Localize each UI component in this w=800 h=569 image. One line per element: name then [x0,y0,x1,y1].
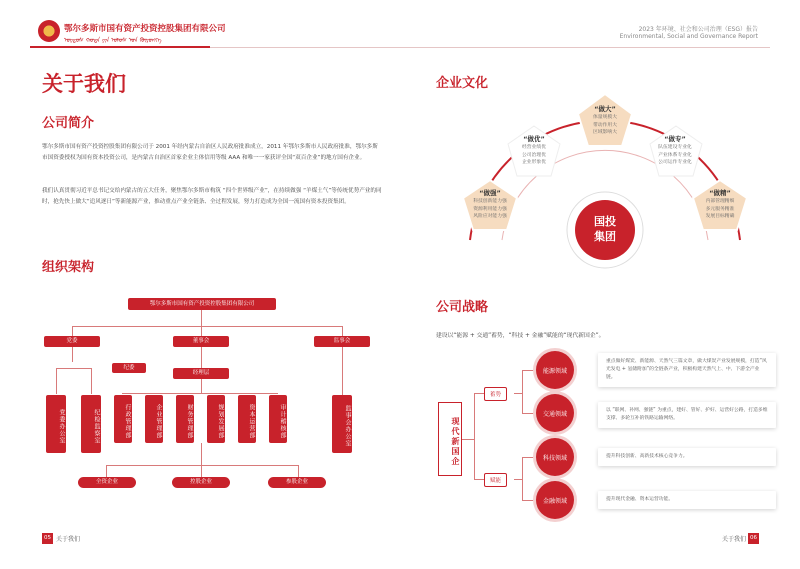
pillar-stronger [463,188,517,221]
pillar-line: 区域影响大 [593,130,617,135]
report-title-cn: 2023 年环境、社会和公司治理（ESG）报告 [638,26,758,33]
pillar-line: 企业形象优 [522,160,546,165]
intro-heading: 公司简介 [42,116,95,131]
pillar-better [510,134,558,167]
pillar-title: “做优” [523,135,545,143]
org-management: 经理层 [173,368,229,379]
org-board: 董事会 [173,336,229,347]
page-title: 关于我们 [42,72,126,96]
pillar-line: 带动作用大 [593,122,617,128]
org-dept: 规划发展部 [207,395,225,443]
company-name-mongolian: ᠣᠷᠳᠣᠰ ᠬᠣᠲᠠ ᠶᠢᠨ ᠤᠯᠤᠰ ᠤᠨ ᠬᠥᠷᠥᠩᠭᠡ [64,37,162,44]
report-title-en: Environmental, Social and Governance Report [619,33,758,40]
tag-empower: 赋能 [484,473,507,487]
pillar-line: 产业体系专业化 [658,152,692,158]
org-party-office: 党委办公室 [46,395,66,453]
field-energy-desc: 重点做好煤炭、新能源、天然气三篇文章，做大煤炭产业发展规模，打造“风光发电 + 氢储附加”的全链条产业，积极构建天然气上、中、下游全产业链。 [598,353,776,387]
field-energy: 能源领域 [536,351,574,389]
field-tech-desc: 提升科技创新、高新技术核心竞争力。 [598,448,776,466]
page-number-right: 06 [748,533,759,544]
pillar-line: 公司运作专业化 [658,160,692,165]
org-holding: 控股企业 [172,477,230,488]
org-top-company: 鄂尔多斯市国有资产投资控股集团有限公司 [128,298,276,310]
pillar-line: 体量规模大 [593,115,617,120]
pillar-specialized [648,134,702,167]
center-line-1: 国投 [594,215,616,228]
field-finance-desc: 提升现代金融、资本运营功能。 [598,491,776,509]
culture-heading: 企业文化 [436,76,489,91]
org-dept: 资本运营部 [238,395,256,443]
org-supervisors: 监事会 [314,336,370,347]
field-transport-desc: 以 “联网、补网、强链” 为重点，建好、管好、护好、运营好公路，打造多维支撑、多轮互补的铁路运输网络。 [598,402,776,428]
pillar-line: 多元服务精准 [705,206,735,212]
org-dept: 财务管理部 [176,395,194,443]
strategy-heading: 公司战略 [436,300,489,315]
footer-section-left: 关于我们 [56,536,81,543]
field-tech: 科技领域 [536,438,574,476]
tag-accumulate: 蓄势 [484,387,507,401]
org-wholly-owned: 全资企业 [78,477,136,488]
strategy-intro: 建设以“能源 + 交通”蓄势，“科技 + 金融”赋能的“现代新国企”。 [436,333,605,339]
org-heading: 组织架构 [42,260,95,275]
org-dept: 审计稽核部 [269,395,287,443]
pillar-title: “做专” [664,135,686,143]
culture-center [585,214,625,244]
org-supervisors-office: 监事会办公室 [332,395,352,453]
pillar-line: 队伍建设专业化 [658,145,692,150]
strategy-core: 现代新国企 [438,402,462,476]
org-party-committee: 党委 [44,336,100,347]
field-transport: 交通领域 [536,394,574,432]
intro-paragraph-1: 鄂尔多斯市国有资产投资控股集团有限公司于 2001 年经内蒙古自治区人民政府批准成立，2011 年鄂尔多斯市人民政府批准，鄂尔多斯市国资委授权为国有资本投资公司，是内蒙古自治区首家企业主体信用等级 AAA 和唯一一家获评全国“双百企业”的地方国有企业。 [42,144,378,161]
intro-paragraph-2: 我们认真贯彻习近平总书记交给内蒙古的五大任务，聚焦鄂尔多斯市构筑 “四个世界级产业”，在持续做强 “羊煤土气”等传统优势产业的同时，抢先快上做大“追风逐日”等新能源产业，推动重点产业全链条、全过程发展，努力打造成为全国一流国有资本投资集团。 [42,188,382,205]
header-accent-bar [30,46,210,48]
org-minority: 参股企业 [268,477,326,488]
pillar-bigger [582,104,628,137]
pillar-line: 风险应对能力强 [473,214,507,219]
page-number-left: 05 [42,533,53,544]
pillar-line: 公司治理优 [522,152,546,158]
center-line-2: 集团 [594,230,616,243]
org-dept: 行政管理部 [114,395,132,443]
pillar-refined [694,188,746,221]
company-name: 鄂尔多斯市国有资产投资控股集团有限公司 [64,24,226,34]
pillar-title: “做精” [709,189,731,197]
pillar-line: 发展目标精确 [705,214,735,219]
pillar-line: 资源利用能力强 [473,206,507,212]
pillar-line: 经营业绩优 [522,145,546,150]
footer-section-right: 关于我们 [722,536,747,543]
org-discipline: 纪委 [112,363,146,373]
org-discipline-office: 纪检监察室 [81,395,101,453]
pillar-title: “做大” [594,105,616,113]
pillar-line: 内部管理精细 [705,199,735,204]
company-logo [38,20,60,42]
org-dept: 企业管理部 [145,395,163,443]
pillar-line: 科技创新能力强 [473,199,507,204]
field-finance: 金融领域 [536,481,574,519]
pillar-title: “做强” [479,189,501,197]
